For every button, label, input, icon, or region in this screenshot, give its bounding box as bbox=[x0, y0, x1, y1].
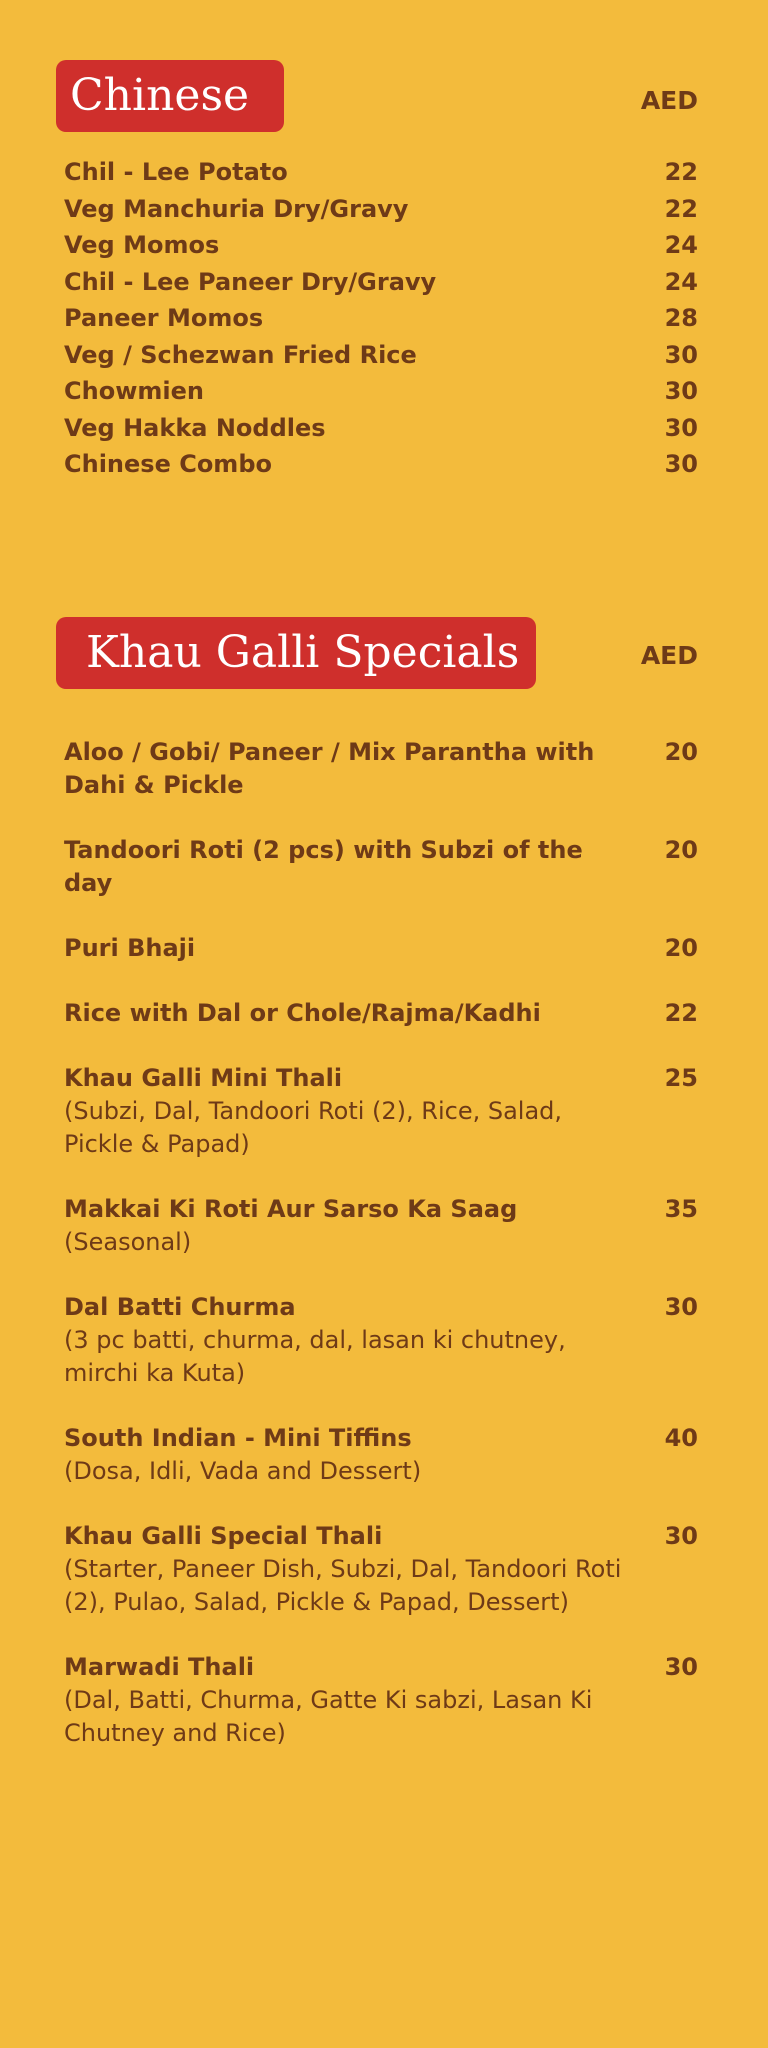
menu-item bbox=[64, 736, 698, 802]
item-description: (3 pc batti, churma, dal, lasan ki chutney, mirchi ka Kuta) bbox=[64, 1326, 566, 1387]
item-name: South Indian - Mini Tiffins bbox=[64, 1424, 412, 1452]
item-description: (Subzi, Dal, Tandoori Roti (2), Rice, Salad, Pickle & Papad) bbox=[64, 1097, 563, 1158]
item-price: 30 bbox=[664, 450, 698, 478]
item-price: 30 bbox=[664, 1653, 698, 1681]
item-name: Makkai Ki Roti Aur Sarso Ka Saag bbox=[64, 1195, 518, 1223]
chinese-currency-label: AED bbox=[640, 86, 698, 115]
menu-item bbox=[64, 191, 698, 228]
menu-item bbox=[64, 1193, 698, 1259]
item-name: Puri Bhaji bbox=[64, 934, 196, 962]
item-name: Marwadi Thali bbox=[64, 1653, 255, 1681]
chinese-menu-list bbox=[64, 154, 698, 483]
item-price: 30 bbox=[664, 340, 698, 369]
item-price: 40 bbox=[664, 1424, 698, 1452]
item-name: Khau Galli Special Thali bbox=[64, 1522, 383, 1550]
item-price: 20 bbox=[664, 738, 698, 766]
item-name: Aloo / Gobi/ Paneer / Mix Parantha with Dahi & Pickle bbox=[64, 738, 595, 799]
item-price: 35 bbox=[664, 1195, 698, 1223]
chinese-title: Chinese bbox=[70, 70, 250, 121]
menu-item bbox=[64, 300, 698, 337]
item-name: Dal Batti Churma bbox=[64, 1293, 296, 1321]
item-price: 22 bbox=[664, 194, 698, 223]
item-name: Chil - Lee Potato bbox=[64, 158, 288, 186]
item-name: Khau Galli Mini Thali bbox=[64, 1064, 343, 1092]
specials-currency-label: AED bbox=[640, 641, 698, 670]
menu-item bbox=[64, 446, 698, 483]
menu-item bbox=[64, 227, 698, 264]
item-name: Paneer Momos bbox=[64, 304, 264, 332]
menu-item bbox=[64, 337, 698, 374]
menu-item bbox=[64, 1062, 698, 1161]
item-description: (Starter, Paneer Dish, Subzi, Dal, Tandoori Roti (2), Pulao, Salad, Pickle & Papad, Dessert) bbox=[64, 1555, 622, 1616]
menu-item bbox=[64, 154, 698, 191]
specials-menu-list bbox=[64, 736, 698, 1782]
item-price: 30 bbox=[664, 1293, 698, 1321]
menu-item bbox=[64, 264, 698, 301]
item-name: Chinese Combo bbox=[64, 450, 272, 478]
item-name: Rice with Dal or Chole/Rajma/Kadhi bbox=[64, 999, 541, 1027]
item-price: 25 bbox=[664, 1064, 698, 1092]
menu-item bbox=[64, 1520, 698, 1619]
item-price: 30 bbox=[664, 377, 698, 405]
item-name: Veg Momos bbox=[64, 231, 220, 259]
item-price: 22 bbox=[664, 999, 698, 1027]
item-name: Veg Hakka Noddles bbox=[64, 413, 326, 442]
item-price: 20 bbox=[664, 934, 698, 962]
menu-item bbox=[64, 1651, 698, 1750]
item-name: Veg Manchuria Dry/Gravy bbox=[64, 194, 409, 223]
menu-item bbox=[64, 410, 698, 447]
specials-title-badge bbox=[56, 617, 536, 689]
item-price: 28 bbox=[664, 304, 698, 332]
item-price: 20 bbox=[664, 836, 698, 864]
item-description: (Seasonal) bbox=[64, 1228, 192, 1256]
item-name: Chowmien bbox=[64, 377, 204, 405]
menu-item bbox=[64, 834, 698, 900]
item-price: 22 bbox=[664, 158, 698, 186]
item-description: (Dosa, Idli, Vada and Dessert) bbox=[64, 1457, 422, 1485]
item-price: 24 bbox=[664, 231, 698, 259]
item-description: (Dal, Batti, Churma, Gatte Ki sabzi, Lasan Ki Chutney and Rice) bbox=[64, 1686, 593, 1747]
chinese-title-badge bbox=[56, 60, 284, 132]
item-price: 30 bbox=[664, 1522, 698, 1550]
menu-item bbox=[64, 997, 698, 1030]
specials-title: Khau Galli Specials bbox=[86, 627, 520, 678]
menu-item bbox=[64, 373, 698, 410]
item-price: 30 bbox=[664, 413, 698, 442]
menu-item bbox=[64, 932, 698, 965]
menu-item bbox=[64, 1291, 698, 1390]
item-name: Chil - Lee Paneer Dry/Gravy bbox=[64, 267, 437, 296]
item-name: Tandoori Roti (2 pcs) with Subzi of the day bbox=[64, 836, 583, 897]
item-price: 24 bbox=[664, 267, 698, 296]
item-name: Veg / Schezwan Fried Rice bbox=[64, 340, 417, 369]
menu-item bbox=[64, 1422, 698, 1488]
